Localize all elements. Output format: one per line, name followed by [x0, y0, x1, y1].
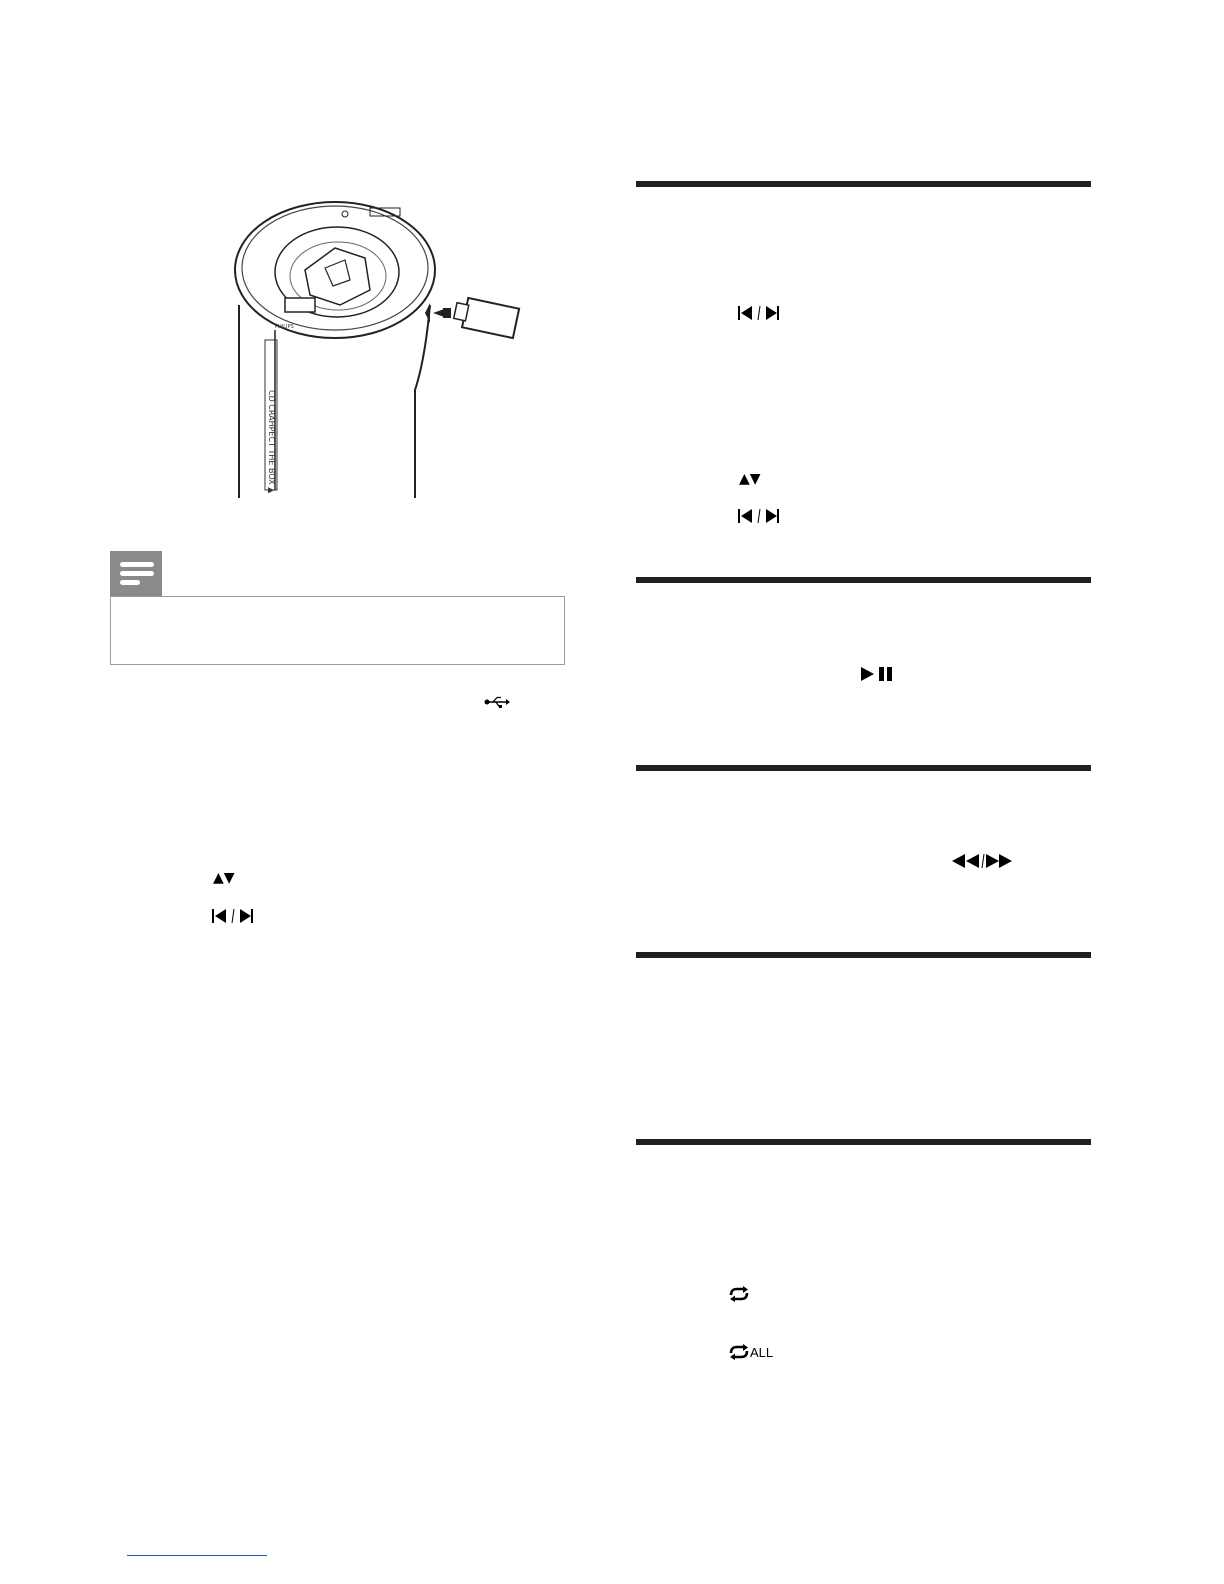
skip-prev-next-icon: [212, 908, 254, 924]
footer-link-underline[interactable]: [127, 1555, 267, 1556]
device-panel-text: CD CRAHPECT THE BOX ▲: [267, 390, 276, 494]
device-illustration: [225, 190, 535, 500]
folder-nav-symbol: ▲▼: [213, 870, 235, 886]
repeat-icon: [727, 1344, 751, 1360]
section-rule-5: [636, 1139, 1091, 1145]
device-brand-text: PHILIPS: [275, 324, 294, 330]
note-box: [110, 596, 565, 665]
repeat-all-label: ALL: [750, 1345, 774, 1360]
repeat-icon: [727, 1286, 751, 1302]
folder-nav-symbol: ▲▼: [739, 471, 761, 487]
section-rule-1: [636, 181, 1091, 187]
rewind-fastforward-icon: [951, 853, 1013, 869]
section-rule-2: [636, 577, 1091, 583]
play-pause-icon: [861, 666, 897, 682]
section-rule-3: [636, 765, 1091, 771]
speaker-dock-drawing: [225, 190, 535, 500]
skip-prev-next-icon: [738, 305, 780, 321]
usb-icon: [484, 696, 510, 708]
section-rule-4: [636, 952, 1091, 958]
skip-prev-next-icon: [738, 508, 780, 524]
note-icon: [110, 551, 162, 597]
